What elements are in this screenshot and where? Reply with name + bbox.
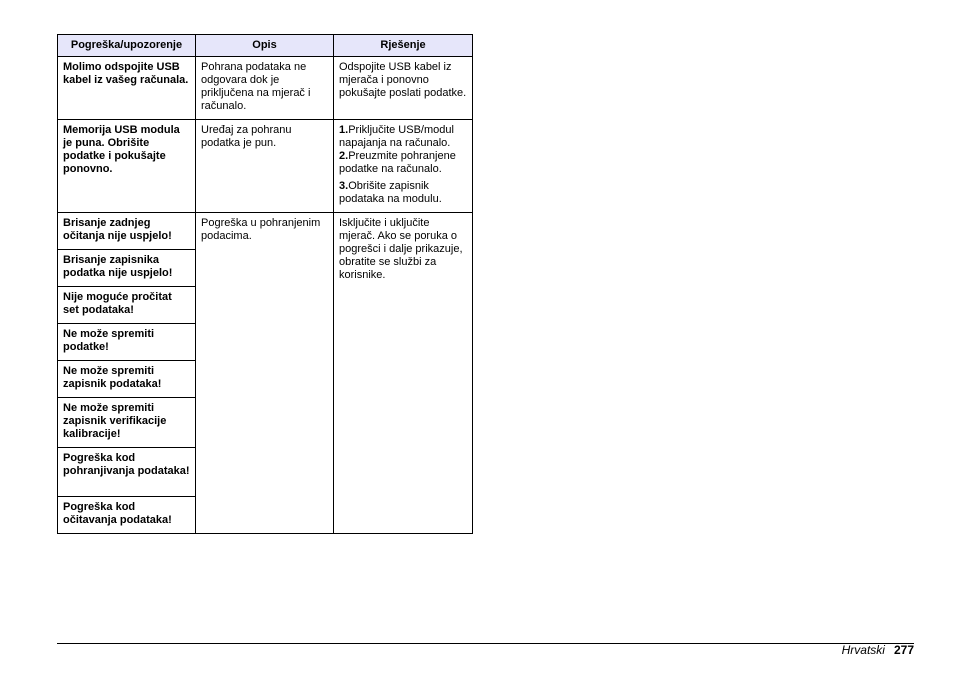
table-row [58, 213, 473, 250]
solution-cell [334, 120, 473, 213]
description-cell: Pohrana podataka ne odgovara dok je priključena na mjerač i računalo. [196, 57, 334, 120]
error-cell: Ne može spremiti podatke! [58, 324, 196, 361]
step-number: 1. [339, 124, 349, 136]
solution-step [339, 180, 467, 206]
step-text: Priključite USB/modul napajanja na računalo. [339, 124, 454, 149]
step-text: Preuzmite pohranjene podatke na računalo. [339, 150, 456, 175]
solution-step [339, 150, 467, 176]
table-row [58, 120, 473, 213]
troubleshooting-table [57, 34, 473, 534]
description-cell: Pogreška u pohranjenim podacima. [196, 213, 334, 534]
error-cell: Ne može spremiti zapisnik verifikacije kalibracije! [58, 398, 196, 448]
error-cell: Ne može spremiti zapisnik podataka! [58, 361, 196, 398]
page-number: 277 [893, 643, 914, 657]
table-row [58, 57, 473, 120]
step-number: 2. [339, 150, 349, 162]
error-cell: Brisanje zadnjeg očitanja nije uspjelo! [58, 213, 196, 250]
error-cell: Brisanje zapisnika podatka nije uspjelo! [58, 250, 196, 287]
page-footer [842, 643, 914, 657]
header-error: Pogreška/upozorenje [58, 35, 196, 57]
solution-step [339, 124, 467, 150]
footer-rule [57, 643, 914, 644]
error-cell: Pogreška kod očitavanja podataka! [58, 497, 196, 534]
description-cell: Uređaj za pohranu podatka je pun. [196, 120, 334, 213]
footer-language: Hrvatski [841, 643, 885, 657]
error-cell: Molimo odspojite USB kabel iz vašeg računala. [58, 57, 196, 120]
solution-cell: Odspojite USB kabel iz mjerača i ponovno pokušajte poslati podatke. [334, 57, 473, 120]
error-cell: Pogreška kod pohranjivanja podataka! [58, 448, 196, 497]
header-description: Opis [196, 35, 334, 57]
table-header-row [58, 35, 473, 57]
solution-cell: Isključite i uključite mjerač. Ako se poruka o pogrešci i dalje prikazuje, obratite se službi za korisnike. [334, 213, 473, 534]
error-cell: Memorija USB modula je puna. Obrišite podatke i pokušajte ponovno. [58, 120, 196, 213]
step-text: Obrišite zapisnik podataka na modulu. [339, 180, 442, 205]
step-number: 3. [339, 180, 349, 192]
header-solution: Rješenje [334, 35, 473, 57]
error-cell: Nije moguće pročitat set podataka! [58, 287, 196, 324]
